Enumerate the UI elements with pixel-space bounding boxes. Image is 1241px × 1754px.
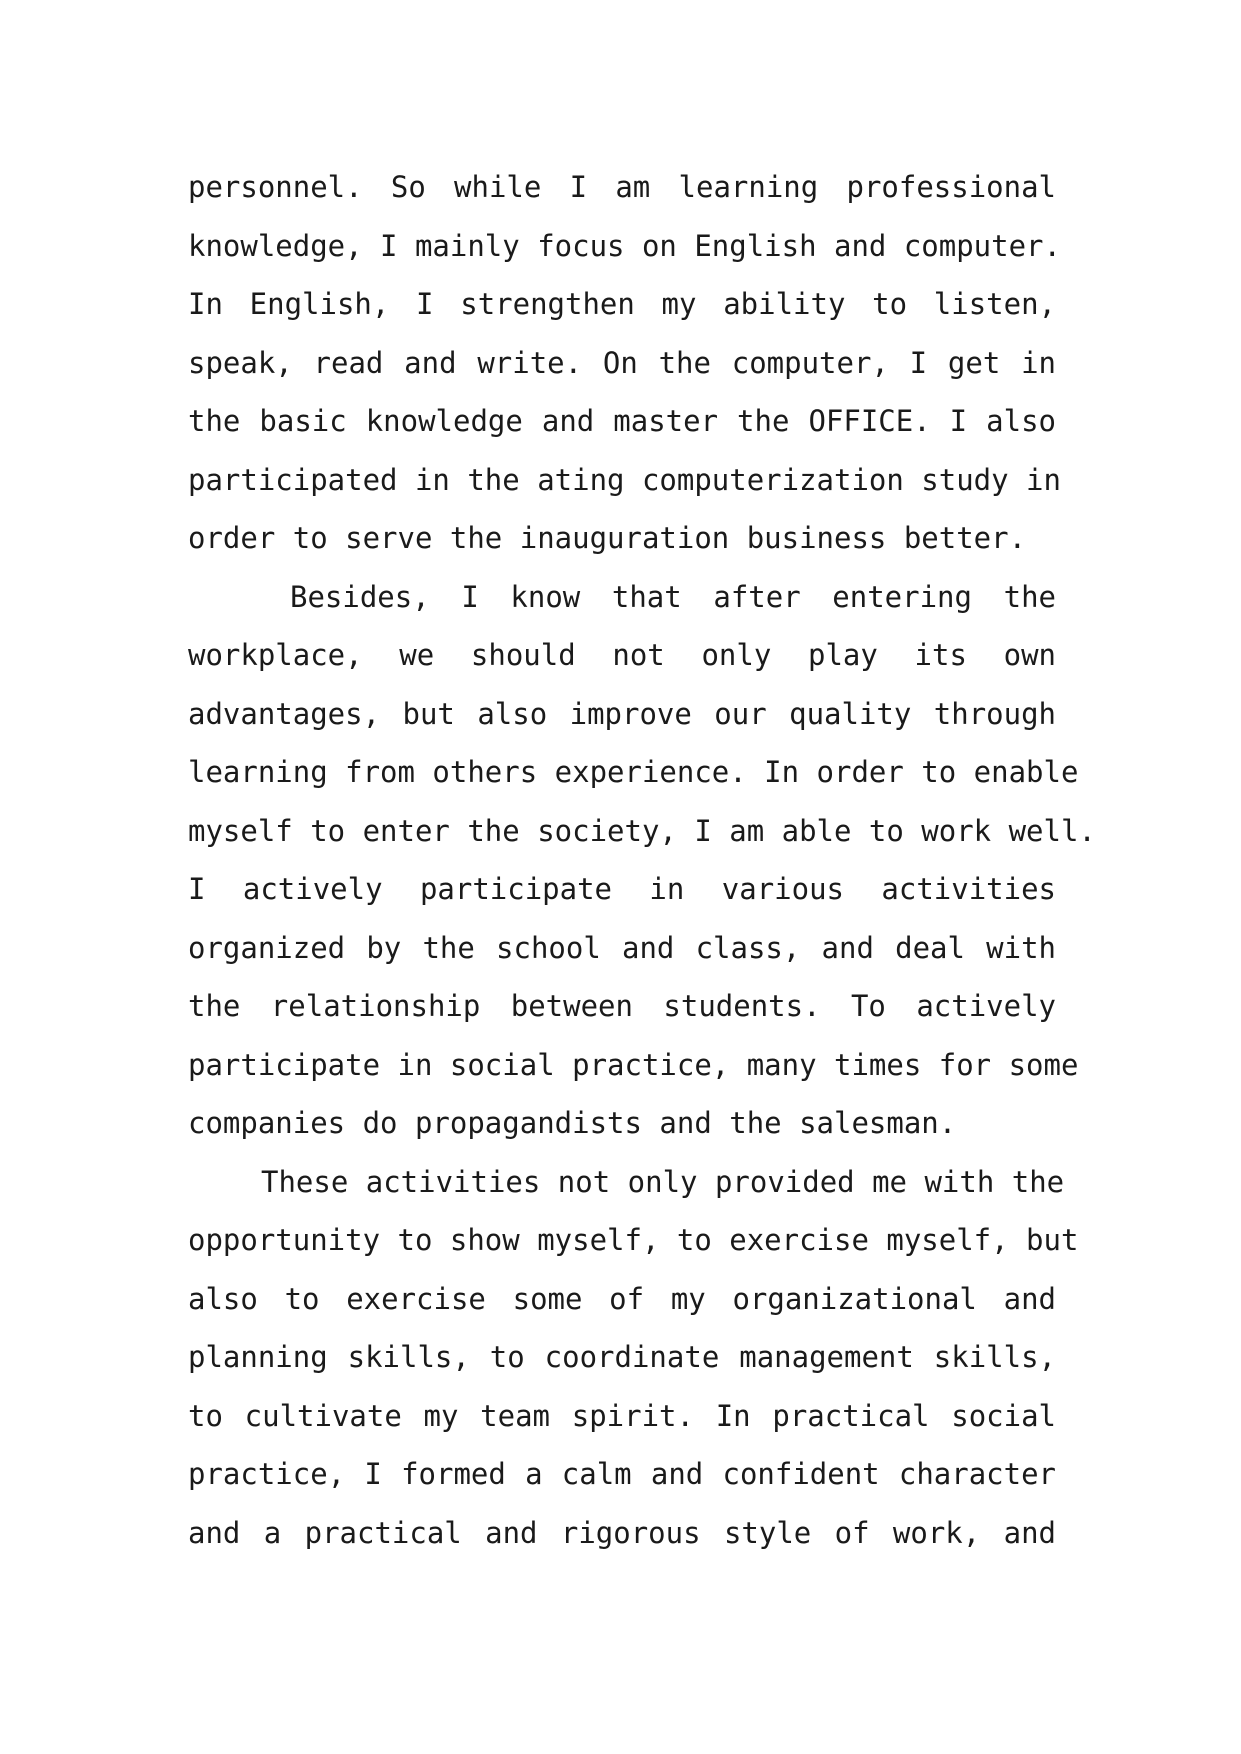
text-line: planning skills, to coordinate management skills,	[188, 1340, 1056, 1374]
text-line: workplace, we should not only play its own	[188, 638, 1056, 672]
text-line: advantages, but also improve our quality through	[188, 696, 1056, 731]
text-line: myself to enter the society, I am able to work well.	[188, 813, 1096, 848]
text-line: participated in the ating computerization study in	[188, 462, 1061, 497]
text-line: Besides, I know that after entering the	[290, 579, 1056, 614]
text-line: knowledge, I mainly focus on English and computer.	[188, 228, 1061, 263]
text-line: practice, I formed a calm and confident character	[188, 1457, 1056, 1491]
body-text	[188, 158, 1096, 1562]
text-line: These activities not only provided me with the	[261, 1164, 1065, 1199]
text-line: participate in social practice, many times for some	[188, 1047, 1079, 1082]
text-line: opportunity to show myself, to exercise myself, but	[188, 1223, 1079, 1257]
text-line: to cultivate my team spirit. In practical social	[188, 1398, 1056, 1433]
text-line: also to exercise some of my organizational and	[188, 1281, 1056, 1316]
text-line: personnel. So while I am learning professional	[188, 170, 1056, 204]
text-line: speak, read and write. On the computer, I get in	[188, 345, 1056, 380]
text-line: organized by the school and class, and deal with	[188, 930, 1056, 965]
text-line: and a practical and rigorous style of work, and	[188, 1515, 1056, 1550]
text-line: the basic knowledge and master the OFFICE. I also	[188, 404, 1056, 438]
text-line: learning from others experience. In order to enable	[188, 755, 1079, 789]
text-line: companies do propagandists and the salesman.	[188, 1106, 957, 1140]
text-line: I actively participate in various activities	[188, 872, 1056, 906]
text-line: the relationship between students. To actively	[188, 989, 1056, 1023]
text-line: In English, I strengthen my ability to listen,	[188, 287, 1056, 321]
text-line: order to serve the inauguration business better.	[188, 521, 1027, 555]
